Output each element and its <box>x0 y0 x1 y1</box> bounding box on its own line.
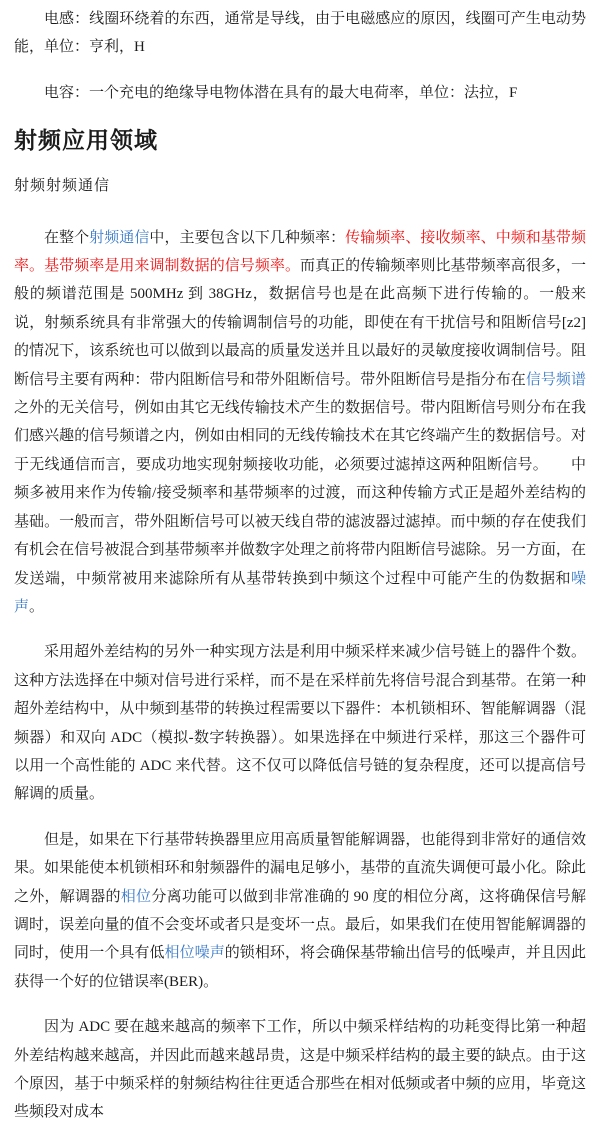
text-run: 分离功能可以做到非常准确的 90 度的相位分离，这将确保信号解调时，误差向量的值不会变坏或者只是变坏一点。最后，如果我们在使用智能解调器的同时，使用一个具有低 <box>14 888 586 962</box>
text-run: 但是，如果在下行基带转换器里应用高质量智能解调器，也能得到非常好的通信效果。如果能使本机锁相环和射频器件的漏电足够小，基带的直流失调便可最小化。除此之外，解调器的 <box>14 831 586 905</box>
subsection-label-rf-communication: 射频射频通信 <box>14 178 111 195</box>
text-link[interactable]: 信号频谱 <box>525 371 586 388</box>
text-link[interactable]: 相位 <box>120 888 152 905</box>
paragraph-rf-frequencies <box>14 224 586 622</box>
paragraph-smart-demodulator <box>14 826 586 996</box>
paragraph-capacitance-definition <box>14 79 586 107</box>
text-run: 采用超外差结构的另外一种实现方法是利用中频采样来减少信号链上的器件个数。这种方法选择在中频对信号进行采样，而不是在采样前先将信号混合到基带。在第一种超外差结构中，从中频到基带的转换过程需要以下器件：本机锁相环、智能解调器（混频器）和双向 ADC（模拟-数字转换器）。如果选择在中频进行采样，那这三个器件可以用一个高性能的 ADC 来代替。这不仅可以降低信号链的复杂程度，还可以提高信号解调的质量。 <box>14 644 586 803</box>
text-run: 电感：线圈环绕着的东西，通常是导线，由于电磁感应的原因，线圈可产生电动势能，单位：亨利，H <box>14 11 586 56</box>
text-run: 在整个 <box>44 229 90 246</box>
text-run: 因为 ADC 要在越来越高的频率下工作，所以中频采样结构的功耗变得比第一种超外差结构越来越高，并因此而越来越昂贵，这是中频采样结构的最主要的缺点。由于这个原因，基于中频采样的射频结构往往更适合那些在相对低频或者中频的应用，毕竟这些频段对成本 <box>14 1019 586 1121</box>
emphasized-text: 传输频率、接收频率、中频和基带频率。基带频率是用来调制数据的信号频率。 <box>14 229 586 275</box>
text-link[interactable]: 射频通信 <box>89 229 150 246</box>
paragraph-if-sampling <box>14 638 586 808</box>
paragraph-adc-cost <box>14 1013 586 1127</box>
section-heading-rf-applications: 射频应用领域 <box>14 128 158 154</box>
text-run: 中，主要包含以下几种频率： <box>149 229 346 246</box>
text-link[interactable]: 相位噪声 <box>164 945 225 962</box>
text-run: 的锁相环，将会确保基带输出信号的低噪声，并且因此获得一个好的位错误率(BER)。 <box>14 945 586 990</box>
text-run: 而真正的传输频率则比基带频率高很多，一般的频谱范围是 500MHz 到 38GHz，数据信号也是在此高频下进行传输的。一般来说，射频系统具有非常强大的传输调制信号的功能，即使在有干扰信号和阻断信号[z2] 的情况下，该系统也可以做到以最高的质量发送并且以最好的灵敏度接收调制信号。阻断信号主要有两种：带内阻断信号和带外阻断信号。带外阻断信号是指分布在 <box>14 258 586 388</box>
text-run: 。 <box>29 598 45 615</box>
paragraph-inductance-definition <box>14 5 586 62</box>
text-run: 之外的无关信号，例如由其它无线传输技术产生的数据信号。带内阻断信号则分布在我们感兴趣的信号频谱之内，例如由相同的无线传输技术在其它终端产生的数据信号。对于无线通信而言，要成功地实现射频接收功能，必须要过滤掉这两种阻断信号。 中频多被用来作为传输/接受频率和基带频率的过渡，而这种传输方式正是超外差结构的基础。一般而言，带外阻断信号可以被天线自带的滤波器过滤掉。而中频的存在使我们有机会在信号被混合到基带频率并做数字处理之前将带内阻断信号滤除。另一方面，在发送端，中频常被用来滤除所有从基带转换到中频这个过程中可能产生的伪数据和 <box>14 400 586 587</box>
text-run: 电容：一个充电的绝缘导电物体潜在具有的最大电荷率，单位：法拉，F <box>44 84 518 101</box>
text-link[interactable]: 噪声 <box>14 570 586 615</box>
